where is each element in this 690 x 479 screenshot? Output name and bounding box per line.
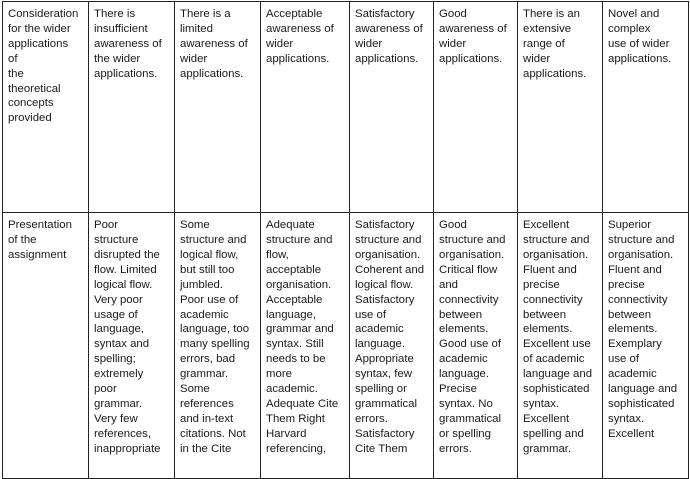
level-text: There is an extensive range of wider applications. — [523, 8, 587, 80]
level-text: Adequate structure and flow, acceptable organisation. Acceptable language, grammar and syntax. Still needs to be more academic. Adequate Cite Them Right Harvard referencing, — [266, 219, 339, 455]
table-row — [3, 2, 689, 213]
level-text: Good structure and organisation. Critical flow and connectivity between elements. Good use of academic language. Precise syntax. No grammatical or spelling errors. — [439, 219, 506, 455]
level-text: Satisfactory awareness of wider applications. — [355, 8, 423, 65]
level-cell — [350, 213, 434, 479]
criterion-cell — [3, 213, 89, 479]
level-cell — [518, 213, 603, 479]
level-text: Acceptable awareness of wider applications. — [266, 8, 334, 65]
level-cell — [89, 2, 175, 213]
criterion-text: Presentation of the assignment — [8, 219, 72, 261]
level-text: Satisfactory structure and organisation. Coherent and logical flow. Satisfactory use of academic language. Appropriate syntax, few spelling or grammatical errors. Satisfactory Cite Them — [355, 219, 425, 455]
level-cell — [89, 213, 175, 479]
level-text: Superior structure and organisation. Fluent and precise connectivity between elements. Exemplary use of academic language and sophisticated syntax. Excellent — [608, 219, 678, 440]
level-cell — [350, 2, 434, 213]
level-cell — [175, 213, 261, 479]
level-text: Excellent structure and organisation. Fluent and precise connectivity between elements. Excellent use of academic language and sophisticated syntax. Excellent spelling and grammar. — [523, 219, 593, 455]
level-text: There is insufficient awareness of the wider applications. — [94, 8, 162, 80]
level-cell — [434, 2, 518, 213]
level-cell — [261, 213, 350, 479]
criterion-cell — [3, 2, 89, 213]
level-text: Novel and complex use of wider applications. — [608, 8, 672, 65]
level-cell — [603, 2, 689, 213]
rubric-table — [2, 1, 689, 479]
level-text: Good awareness of wider applications. — [439, 8, 507, 65]
level-cell — [603, 213, 689, 479]
criterion-text: Consideration for the wider applications of the theoretical concepts provided — [8, 8, 79, 125]
level-cell — [434, 213, 518, 479]
level-text: Poor structure disrupted the flow. Limited logical flow. Very poor usage of language, syntax and spelling; extremely poor grammar. Very few references, inappropriate — [94, 219, 161, 455]
level-cell — [175, 2, 261, 213]
table-row — [3, 213, 689, 479]
level-text: Some structure and logical flow, but still too jumbled. Poor use of academic language, too many spelling errors, bad grammar. Some references and in-text citations. Not in the Cite — [180, 219, 250, 455]
level-cell — [518, 2, 603, 213]
level-text: There is a limited awareness of wider applications. — [180, 8, 248, 80]
level-cell — [261, 2, 350, 213]
